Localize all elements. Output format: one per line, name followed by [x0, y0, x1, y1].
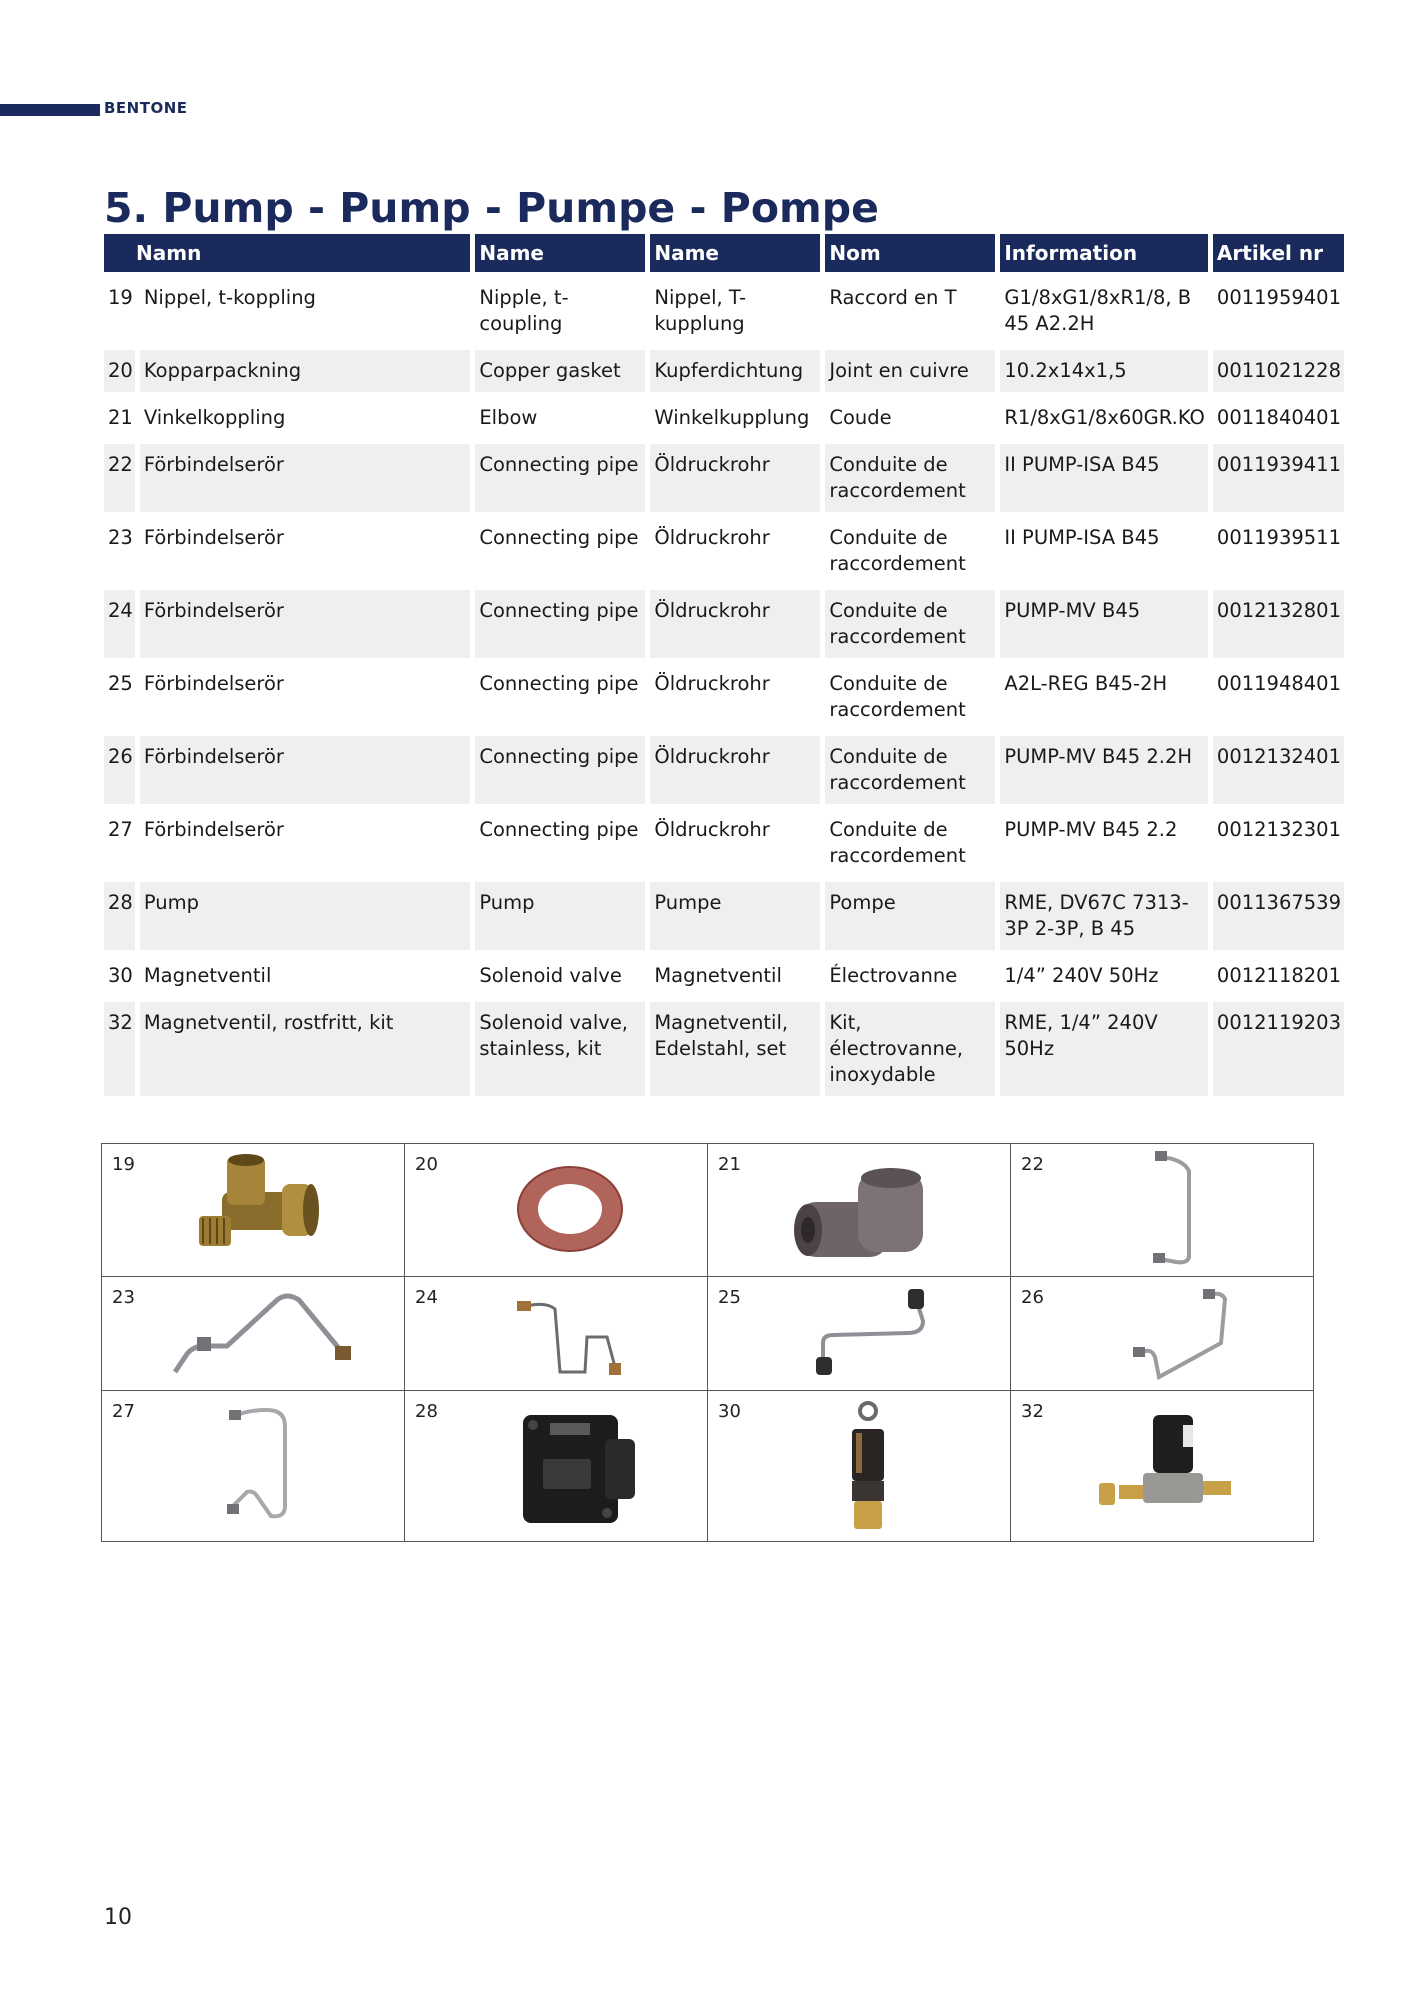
name-english: Elbow — [479, 406, 538, 429]
article-number: 0011959401 — [1216, 286, 1341, 309]
image-cell — [1011, 1391, 1314, 1542]
name-swedish: Förbindelserör — [143, 818, 284, 841]
solenoid-valve-kit-image — [1091, 1411, 1241, 1526]
article-number: 0012132401 — [1213, 736, 1344, 804]
solenoid-valve-image — [838, 1401, 898, 1536]
image-label: 25 — [718, 1287, 741, 1308]
information: II PUMP-ISA B45 — [1004, 526, 1160, 549]
name-swedish: Kopparpackning — [140, 350, 471, 392]
page-title: 5. Pump - Pump - Pumpe - Pompe — [104, 184, 879, 232]
image-label: 23 — [112, 1287, 135, 1308]
name-german: Öldruckrohr — [650, 736, 820, 804]
name-english: Solenoid valve, stainless, kit — [475, 1002, 645, 1096]
table-body — [104, 277, 1344, 1096]
name-english: Connecting pipe — [479, 526, 639, 549]
name-english: Solenoid valve — [479, 964, 622, 987]
name-german: Öldruckrohr — [650, 444, 820, 512]
name-german: Winkelkupplung — [654, 406, 810, 429]
name-german: Magnetventil, Edelstahl, set — [650, 1002, 820, 1096]
name-french: Conduite de raccordement — [825, 590, 995, 658]
item-number: 30 — [108, 964, 133, 987]
item-number: 22 — [104, 444, 135, 512]
table-row — [104, 809, 1344, 877]
header-name-en: Name — [475, 234, 645, 272]
connecting-pipe-image — [515, 1287, 635, 1382]
name-english: Nipple, t-coupling — [479, 286, 569, 335]
table-row — [104, 397, 1344, 439]
article-number: 0012132301 — [1216, 818, 1341, 841]
name-german: Magnetventil — [654, 964, 782, 987]
image-label: 20 — [415, 1154, 438, 1175]
name-french: Conduite de raccordement — [829, 526, 966, 575]
information: PUMP-MV B45 2.2 — [1004, 818, 1178, 841]
image-label: 32 — [1021, 1401, 1044, 1422]
article-number: 0011021228 — [1213, 350, 1344, 392]
name-german: Öldruckrohr — [654, 672, 770, 695]
header-namn: Namn — [104, 234, 470, 272]
item-number: 21 — [108, 406, 133, 429]
name-german: Öldruckrohr — [654, 526, 770, 549]
table-row — [104, 955, 1344, 997]
name-swedish: Förbindelserör — [140, 590, 471, 658]
image-label: 26 — [1021, 1287, 1044, 1308]
image-cell — [1011, 1144, 1314, 1277]
name-french: Kit, électrovanne, inoxydable — [825, 1002, 995, 1096]
table-header — [104, 234, 1344, 272]
article-number: 0011840401 — [1216, 406, 1341, 429]
name-english: Connecting pipe — [479, 818, 639, 841]
name-english: Pump — [475, 882, 645, 950]
name-german: Kupferdichtung — [650, 350, 820, 392]
table-row — [104, 882, 1344, 950]
pump-image — [515, 1409, 640, 1529]
name-german: Öldruckrohr — [654, 818, 770, 841]
image-label: 21 — [718, 1154, 741, 1175]
item-number: 25 — [108, 672, 133, 695]
name-english: Connecting pipe — [475, 736, 645, 804]
name-french: Électrovanne — [829, 964, 958, 987]
information: G1/8xG1/8xR1/8, B 45 A2.2H — [1004, 286, 1192, 335]
table-row — [104, 517, 1344, 585]
name-french: Pompe — [825, 882, 995, 950]
table-row — [104, 1002, 1344, 1096]
information: R1/8xG1/8x60GR.KO — [1004, 406, 1205, 429]
article-number: 0012119203 — [1213, 1002, 1344, 1096]
article-number: 0011367539 — [1213, 882, 1344, 950]
information: A2L-REG B45-2H — [1004, 672, 1168, 695]
information: RME, DV67C 7313-3P 2-3P, B 45 — [1000, 882, 1208, 950]
image-cell — [102, 1391, 405, 1542]
table-row — [104, 736, 1344, 804]
page-number: 10 — [104, 1905, 132, 1930]
name-english: Connecting pipe — [479, 672, 639, 695]
connecting-pipe-image — [808, 1285, 948, 1385]
image-label: 27 — [112, 1401, 135, 1422]
name-swedish: Förbindelserör — [140, 444, 471, 512]
information: 1/4” 240V 50Hz — [1004, 964, 1159, 987]
table-row — [104, 663, 1344, 731]
name-french: Conduite de raccordement — [829, 818, 966, 867]
image-grid — [101, 1143, 1314, 1542]
parts-table — [99, 229, 1349, 1101]
item-number: 19 — [108, 286, 133, 309]
name-english: Connecting pipe — [475, 444, 645, 512]
image-label: 24 — [415, 1287, 438, 1308]
name-swedish: Pump — [140, 882, 471, 950]
item-number: 32 — [104, 1002, 135, 1096]
item-number: 24 — [104, 590, 135, 658]
information: PUMP-MV B45 — [1000, 590, 1208, 658]
item-number: 20 — [104, 350, 135, 392]
header-nom: Nom — [825, 234, 995, 272]
name-german: Öldruckrohr — [650, 590, 820, 658]
information: II PUMP-ISA B45 — [1000, 444, 1208, 512]
name-german: Pumpe — [650, 882, 820, 950]
connecting-pipe-image — [227, 1396, 317, 1536]
image-cell — [102, 1277, 405, 1391]
name-french: Conduite de raccordement — [825, 444, 995, 512]
name-german: Nippel, T-kupplung — [654, 286, 747, 335]
image-cell — [1011, 1277, 1314, 1391]
article-number: 0011939411 — [1213, 444, 1344, 512]
image-cell — [708, 1144, 1011, 1277]
image-label: 22 — [1021, 1154, 1044, 1175]
information: PUMP-MV B45 2.2H — [1000, 736, 1208, 804]
name-french: Conduite de raccordement — [829, 672, 966, 721]
connecting-pipe-image — [1121, 1285, 1241, 1385]
t-coupling-image — [197, 1152, 337, 1267]
image-label: 30 — [718, 1401, 741, 1422]
name-swedish: Vinkelkoppling — [143, 406, 286, 429]
image-cell — [405, 1277, 708, 1391]
item-number: 26 — [104, 736, 135, 804]
information: RME, 1/4” 240V 50Hz — [1000, 1002, 1208, 1096]
brand-name: BENTONE — [104, 99, 188, 117]
information: 10.2x14x1,5 — [1000, 350, 1208, 392]
header-name-de: Name — [650, 234, 820, 272]
name-swedish: Magnetventil — [143, 964, 272, 987]
connecting-pipe-image — [167, 1282, 367, 1382]
image-label: 28 — [415, 1401, 438, 1422]
image-cell — [708, 1277, 1011, 1391]
image-cell — [405, 1391, 708, 1542]
image-cell — [708, 1391, 1011, 1542]
table-row — [104, 350, 1344, 392]
item-number: 28 — [104, 882, 135, 950]
table-row — [104, 277, 1344, 345]
brand-bar — [0, 104, 100, 116]
article-number: 0012132801 — [1213, 590, 1344, 658]
name-swedish: Nippel, t-koppling — [143, 286, 316, 309]
article-number: 0011948401 — [1216, 672, 1341, 695]
name-french: Joint en cuivre — [825, 350, 995, 392]
name-swedish: Förbindelserör — [140, 736, 471, 804]
article-number: 0012118201 — [1216, 964, 1341, 987]
name-swedish: Förbindelserör — [143, 672, 284, 695]
copper-gasket-image — [515, 1164, 625, 1254]
item-number: 27 — [108, 818, 133, 841]
header-artikel-nr: Artikel nr — [1213, 234, 1344, 272]
item-number: 23 — [108, 526, 133, 549]
name-french: Coude — [829, 406, 892, 429]
image-cell — [405, 1144, 708, 1277]
name-english: Connecting pipe — [475, 590, 645, 658]
article-number: 0011939511 — [1216, 526, 1341, 549]
name-english: Copper gasket — [475, 350, 645, 392]
name-french: Conduite de raccordement — [825, 736, 995, 804]
name-french: Raccord en T — [829, 286, 957, 309]
elbow-image — [788, 1162, 938, 1267]
table-row — [104, 444, 1344, 512]
connecting-pipe-image — [1151, 1149, 1211, 1274]
table-row — [104, 590, 1344, 658]
image-cell — [102, 1144, 405, 1277]
name-swedish: Magnetventil, rostfritt, kit — [140, 1002, 471, 1096]
image-label: 19 — [112, 1154, 135, 1175]
header-information: Information — [1000, 234, 1208, 272]
name-swedish: Förbindelserör — [143, 526, 284, 549]
